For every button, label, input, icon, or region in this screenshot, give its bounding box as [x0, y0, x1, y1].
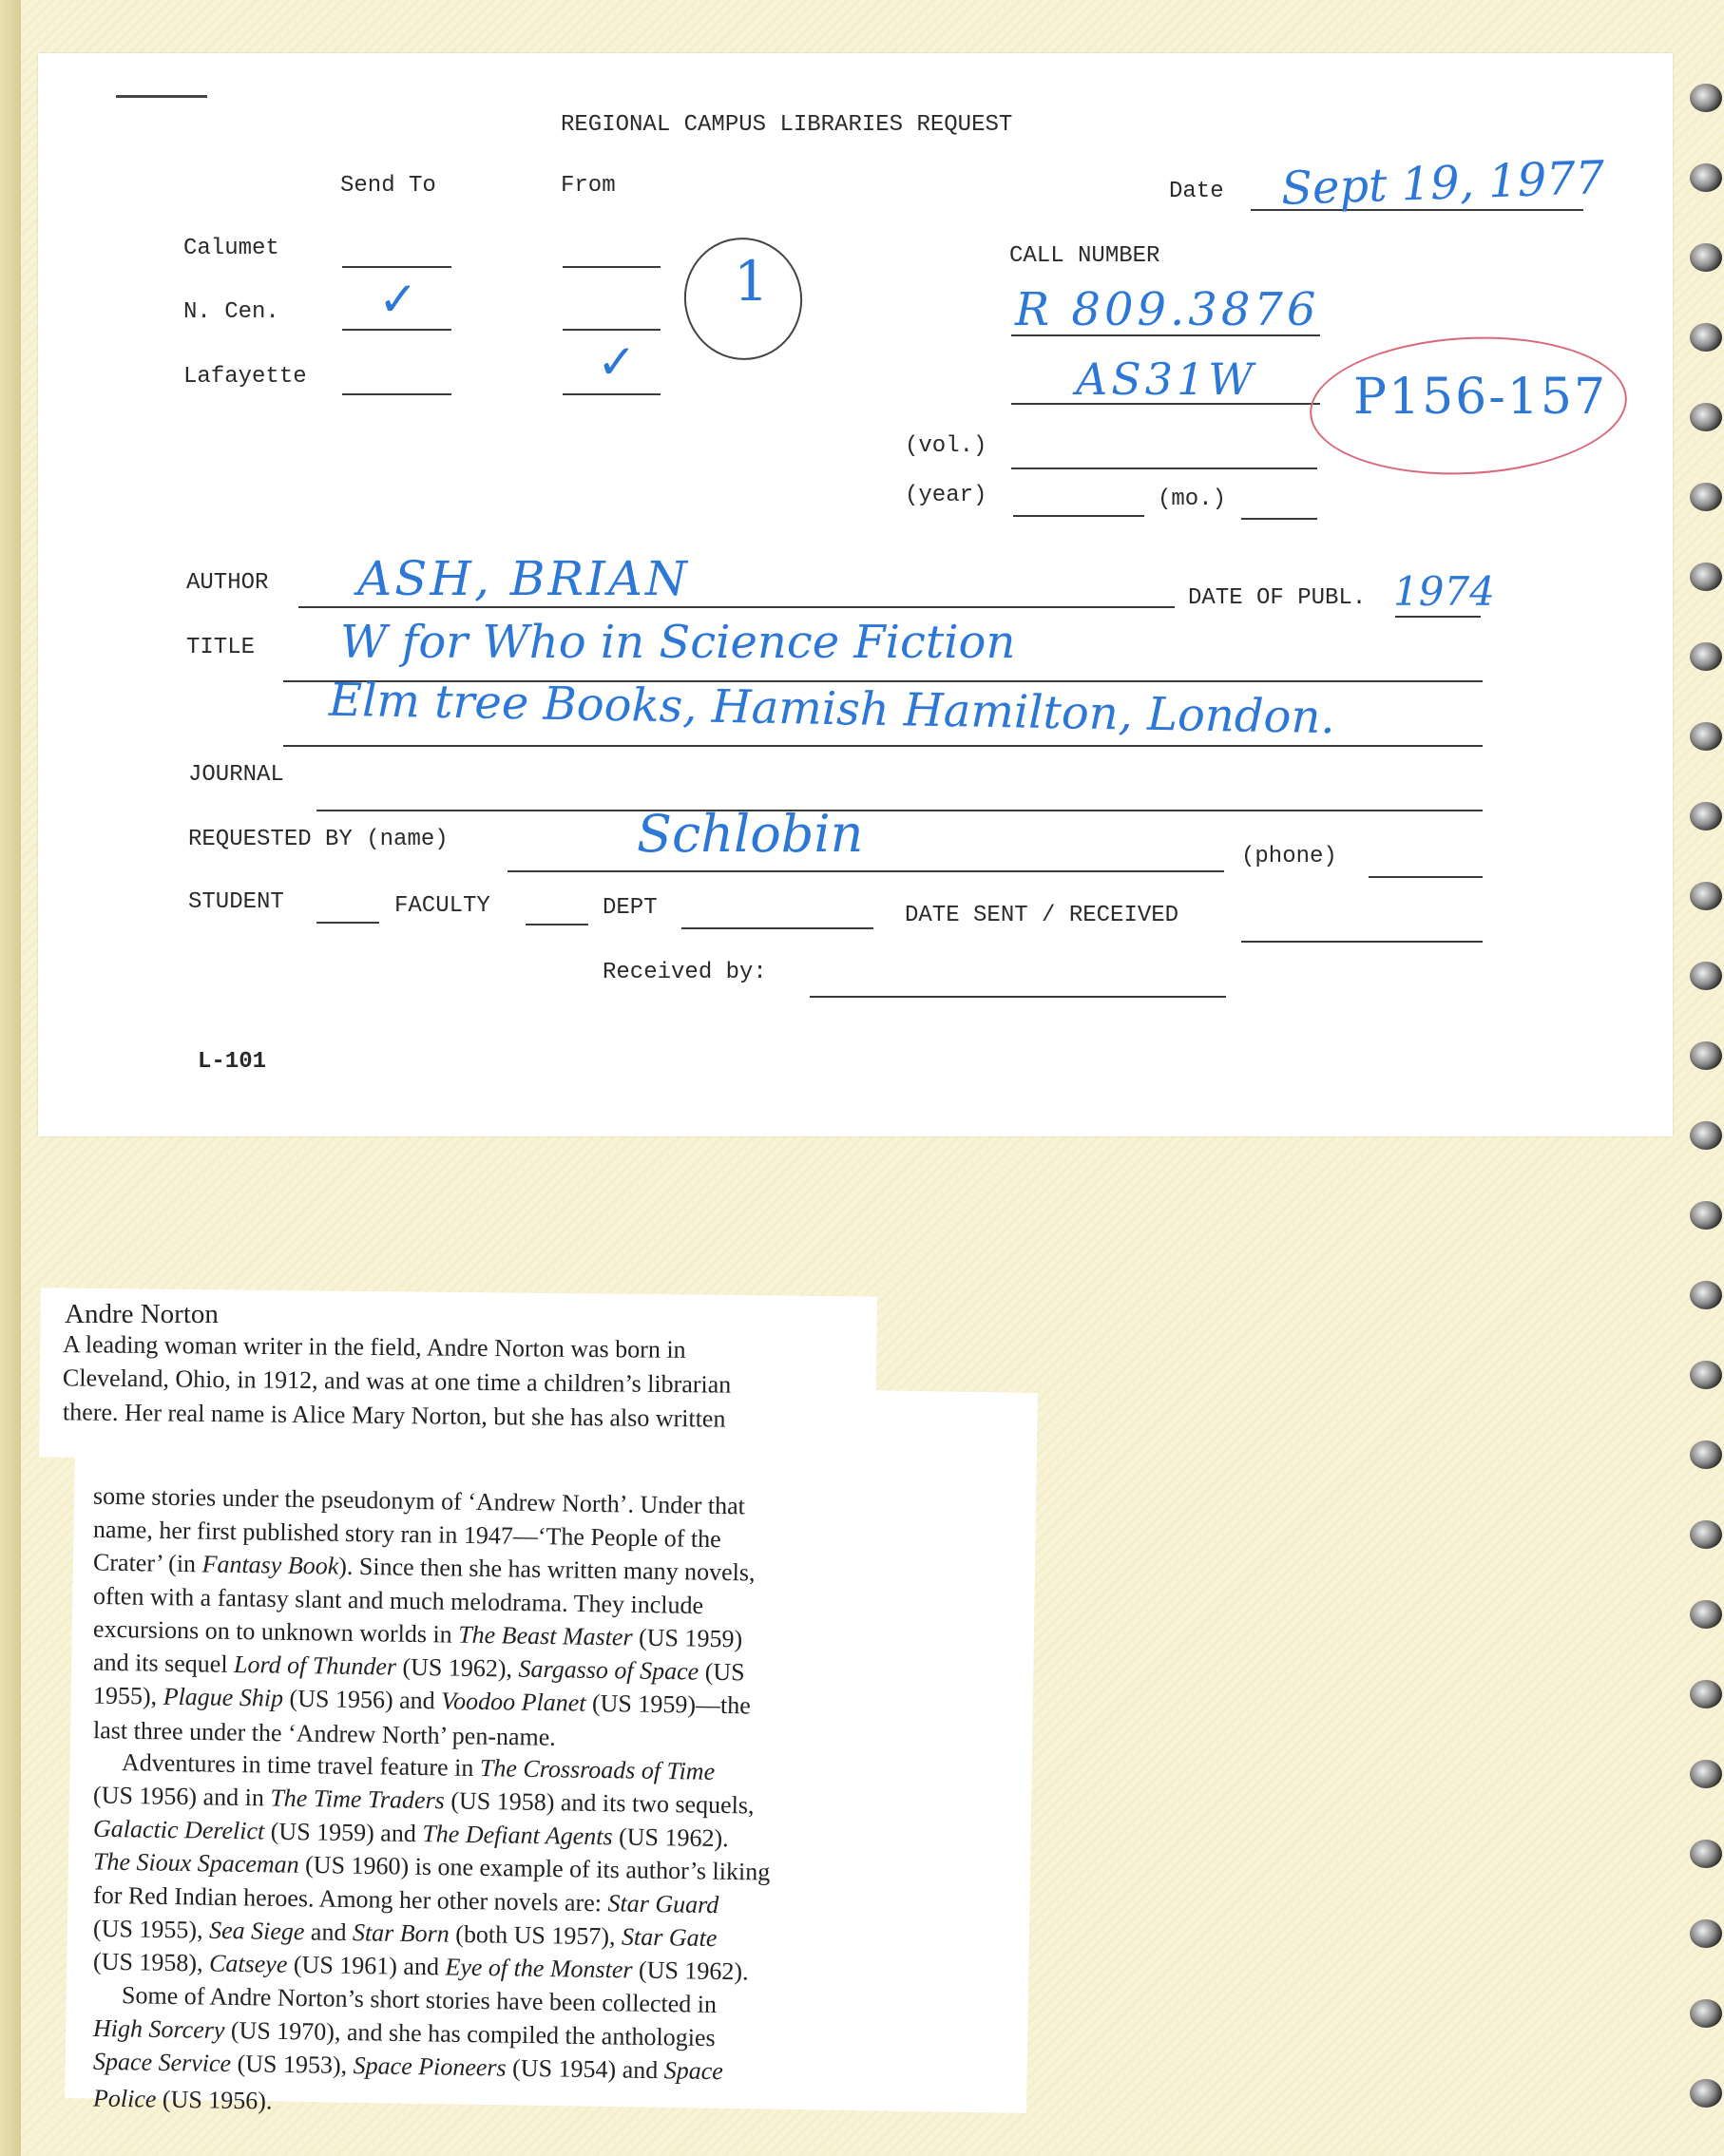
received-by-label: Received by:	[603, 960, 767, 985]
phone-label: (phone)	[1241, 844, 1337, 869]
clipping-text: ). Since then she has written many novels,	[338, 1552, 756, 1587]
corner-mark	[116, 95, 207, 98]
clipping-text-line	[93, 2082, 273, 2118]
clipping-text: (US 1962),	[395, 1652, 519, 1683]
clipping-book-title: Catseye	[208, 1949, 288, 1978]
clipping-text: (US 1959) and	[264, 1817, 423, 1848]
clipping-text-line	[63, 1395, 726, 1435]
received-by-line[interactable]	[810, 996, 1226, 998]
spiral-ring	[1690, 1840, 1722, 1868]
clipping-text: (US 1953),	[230, 2050, 354, 2080]
calumet-from-line[interactable]	[563, 266, 661, 268]
date-of-publ-line[interactable]	[1395, 616, 1481, 618]
lafayette-send-line[interactable]	[342, 393, 451, 395]
call-number-line-2: AS31W	[1076, 353, 1257, 405]
form-number: L-101	[198, 1049, 267, 1075]
clipping-text: (US 1961) and	[287, 1950, 446, 1981]
spiral-ring	[1690, 1680, 1722, 1708]
clipping-text: last three under the ‘Andrew North’ pen-name.	[92, 1716, 557, 1751]
spiral-ring	[1690, 1999, 1722, 2028]
clipping-text: for Red Indian heroes. Among her other novels are:	[92, 1880, 608, 1918]
call-number-rule-2	[1011, 403, 1320, 405]
spiral-ring	[1690, 483, 1722, 511]
requested-by-line[interactable]	[508, 870, 1224, 872]
spiral-ring	[1690, 642, 1722, 671]
spiral-ring	[1690, 962, 1722, 990]
author-label: AUTHOR	[186, 570, 269, 596]
form-title: REGIONAL CAMPUS LIBRARIES REQUEST	[561, 112, 1013, 138]
clipping-book-title: Space Service	[92, 2047, 232, 2078]
clipping-book-title: Eye of the Monster	[445, 1953, 633, 1984]
campus-north-central: N. Cen.	[183, 299, 279, 325]
author-line[interactable]	[298, 606, 1175, 608]
clipping-book-title: Galactic Derelict	[92, 1814, 265, 1845]
month-label: (mo.)	[1158, 487, 1227, 512]
call-number-rule-1	[1011, 334, 1320, 336]
clipping-book-title: Fantasy Book	[201, 1550, 339, 1580]
spiral-ring	[1690, 1361, 1722, 1389]
spiral-ring	[1690, 323, 1722, 352]
student-line[interactable]	[316, 922, 379, 924]
clipping-book-title: Voodoo Planet	[440, 1687, 586, 1717]
clipping-text: and	[304, 1918, 354, 1947]
spiral-ring	[1690, 1919, 1722, 1948]
author-handwritten: ASH, BRIAN	[357, 551, 690, 606]
dept-label: DEPT	[603, 895, 658, 921]
spiral-ring	[1690, 1201, 1722, 1230]
clipping-text: (US 1956) and in	[92, 1781, 271, 1812]
clipping-book-title: Star Guard	[607, 1889, 719, 1919]
clipping-text: (US 1959)—the	[585, 1689, 752, 1720]
calumet-send-line[interactable]	[342, 266, 451, 268]
ncen-send-line[interactable]	[342, 329, 451, 331]
clipping-text: (US 1962).	[632, 1956, 749, 1986]
pages-note: P156-157	[1353, 369, 1608, 426]
call-number-label: CALL NUMBER	[1009, 243, 1160, 269]
clipping-text: and its sequel	[92, 1648, 235, 1678]
spiral-ring	[1690, 1760, 1722, 1788]
spiral-binding	[1682, 0, 1724, 2156]
clipping-heading: Andre Norton	[65, 1299, 219, 1329]
faculty-label: FACULTY	[394, 893, 490, 919]
clipping-text: (US 1962).	[612, 1822, 729, 1853]
spiral-ring	[1690, 84, 1722, 112]
spiral-ring	[1690, 1121, 1722, 1150]
circled-number: 1	[734, 249, 769, 314]
date-of-publ-handwritten: 1974	[1393, 568, 1495, 615]
faculty-line[interactable]	[526, 924, 588, 925]
lafayette-from-line[interactable]	[563, 393, 661, 395]
from-checkmark: ✓	[597, 334, 637, 390]
spiral-ring	[1690, 802, 1722, 830]
vol-label: (vol.)	[905, 433, 987, 459]
ncen-from-line[interactable]	[563, 329, 661, 331]
clipping-text: (US 1956) and	[282, 1684, 442, 1715]
title-line-2[interactable]	[283, 745, 1483, 747]
clipping-text: (US	[699, 1657, 745, 1687]
vol-line[interactable]	[1011, 467, 1317, 469]
title-handwritten: W for Who in Science Fiction	[340, 616, 1016, 669]
clipping-book-title: The Crossroads of Time	[479, 1754, 716, 1785]
campus-calumet: Calumet	[183, 236, 279, 261]
date-handwritten: Sept 19, 1977	[1280, 151, 1606, 216]
clipping-text: often with a fantasy slant and much melodrama. They include	[92, 1581, 704, 1620]
clipping-text: excursions on to unknown worlds in	[92, 1614, 459, 1649]
clipping-book-title: Police	[92, 2084, 157, 2113]
clipping-text: name, her first published story ran in 1947—‘The People of the	[92, 1515, 721, 1554]
spiral-ring	[1690, 1600, 1722, 1629]
clipping-book-title: Star Born	[352, 1918, 450, 1948]
clipping-text: (both US 1957),	[449, 1919, 623, 1951]
spiral-ring	[1690, 1041, 1722, 1070]
clipping-text: Cleveland, Ohio, in 1912, and was at one time a children’s librarian	[62, 1364, 732, 1399]
phone-line[interactable]	[1369, 876, 1483, 878]
spiral-ring	[1690, 882, 1722, 910]
clipping-book-title: The Sioux Spaceman	[92, 1847, 299, 1879]
spiral-ring	[1690, 1441, 1722, 1469]
clipping-book-title: The Defiant Agents	[422, 1820, 613, 1851]
spiral-ring	[1690, 2079, 1722, 2108]
requested-by-label: REQUESTED BY (name)	[188, 827, 449, 852]
journal-line[interactable]	[316, 810, 1483, 811]
clipping-text: A leading woman writer in the field, Andre Norton was born in	[62, 1330, 686, 1364]
clipping-text: Adventures in time travel feature in	[121, 1748, 481, 1783]
clipping-text: (US 1955),	[92, 1914, 210, 1944]
clipping-text: (US 1958),	[92, 1947, 210, 1977]
spiral-ring	[1690, 163, 1722, 192]
year-label: (year)	[905, 483, 987, 508]
clipping-text: Some of Andre Norton’s short stories have been collected in	[121, 1981, 718, 2018]
clipping-book-title: The Beast Master	[457, 1620, 633, 1651]
clipping-text: there. Her real name is Alice Mary Norton, but she has also written	[62, 1398, 726, 1433]
spiral-ring	[1690, 1281, 1722, 1309]
clipping-text: some stories under the pseudonym of ‘Andrew North’. Under that	[92, 1481, 746, 1520]
title-label: TITLE	[186, 635, 256, 660]
date-of-publ-label: DATE OF PUBL.	[1188, 585, 1367, 611]
clipping-text-line	[63, 1361, 732, 1401]
clipping-text: (US 1970), and she has compiled the anthologies	[224, 2016, 716, 2052]
journal-label: JOURNAL	[188, 762, 284, 788]
clipping-book-title: Sea Siege	[208, 1916, 305, 1946]
year-line[interactable]	[1013, 515, 1144, 517]
clipping-book-title: Plague Ship	[163, 1682, 284, 1712]
page-left-edge	[0, 0, 21, 2156]
date-sent-received-label: DATE SENT / RECEIVED	[905, 903, 1179, 928]
spiral-ring	[1690, 722, 1722, 751]
clipping-book-title: Space	[663, 2056, 724, 2086]
clipping-text: Crater’ (in	[92, 1548, 202, 1578]
clipping-text: (US 1956).	[156, 2085, 273, 2115]
send-to-checkmark: ✓	[378, 272, 418, 327]
campus-lafayette: Lafayette	[183, 364, 307, 390]
clipping-book-title: Star Gate	[621, 1922, 718, 1953]
from-header: From	[561, 173, 616, 199]
spiral-ring	[1690, 1520, 1722, 1549]
dept-line[interactable]	[681, 927, 873, 929]
clipping-text: (US 1960) is one example of its author’s liking	[298, 1850, 771, 1886]
clipping-text-line	[63, 1327, 686, 1366]
call-number-line-1: R 809.3876	[1015, 283, 1320, 336]
clipping-text: (US 1954) and	[506, 2053, 664, 2085]
spiral-ring	[1690, 563, 1722, 591]
date-sent-received-line[interactable]	[1241, 941, 1483, 943]
publisher-handwritten: Elm tree Books, Hamish Hamilton, London.	[328, 673, 1336, 745]
clipping-text: (US 1958) and its two sequels,	[444, 1786, 755, 1820]
clipping-book-title: Sargasso of Space	[518, 1654, 699, 1686]
clipping-book-title: Lord of Thunder	[233, 1650, 397, 1681]
clipping-book-title: Space Pioneers	[353, 2051, 507, 2082]
clipping-book-title: The Time Traders	[270, 1784, 446, 1815]
student-label: STUDENT	[188, 889, 284, 915]
clipping-text: 1955),	[92, 1681, 163, 1710]
spiral-ring	[1690, 243, 1722, 272]
month-line[interactable]	[1241, 518, 1317, 520]
spiral-ring	[1690, 403, 1722, 431]
date-label: Date	[1169, 179, 1224, 204]
requested-by-handwritten: Schlobin	[637, 804, 864, 864]
clipping-text: (US 1959)	[632, 1623, 743, 1653]
clipping-book-title: High Sorcery	[92, 2013, 225, 2045]
send-to-header: Send To	[340, 173, 436, 199]
